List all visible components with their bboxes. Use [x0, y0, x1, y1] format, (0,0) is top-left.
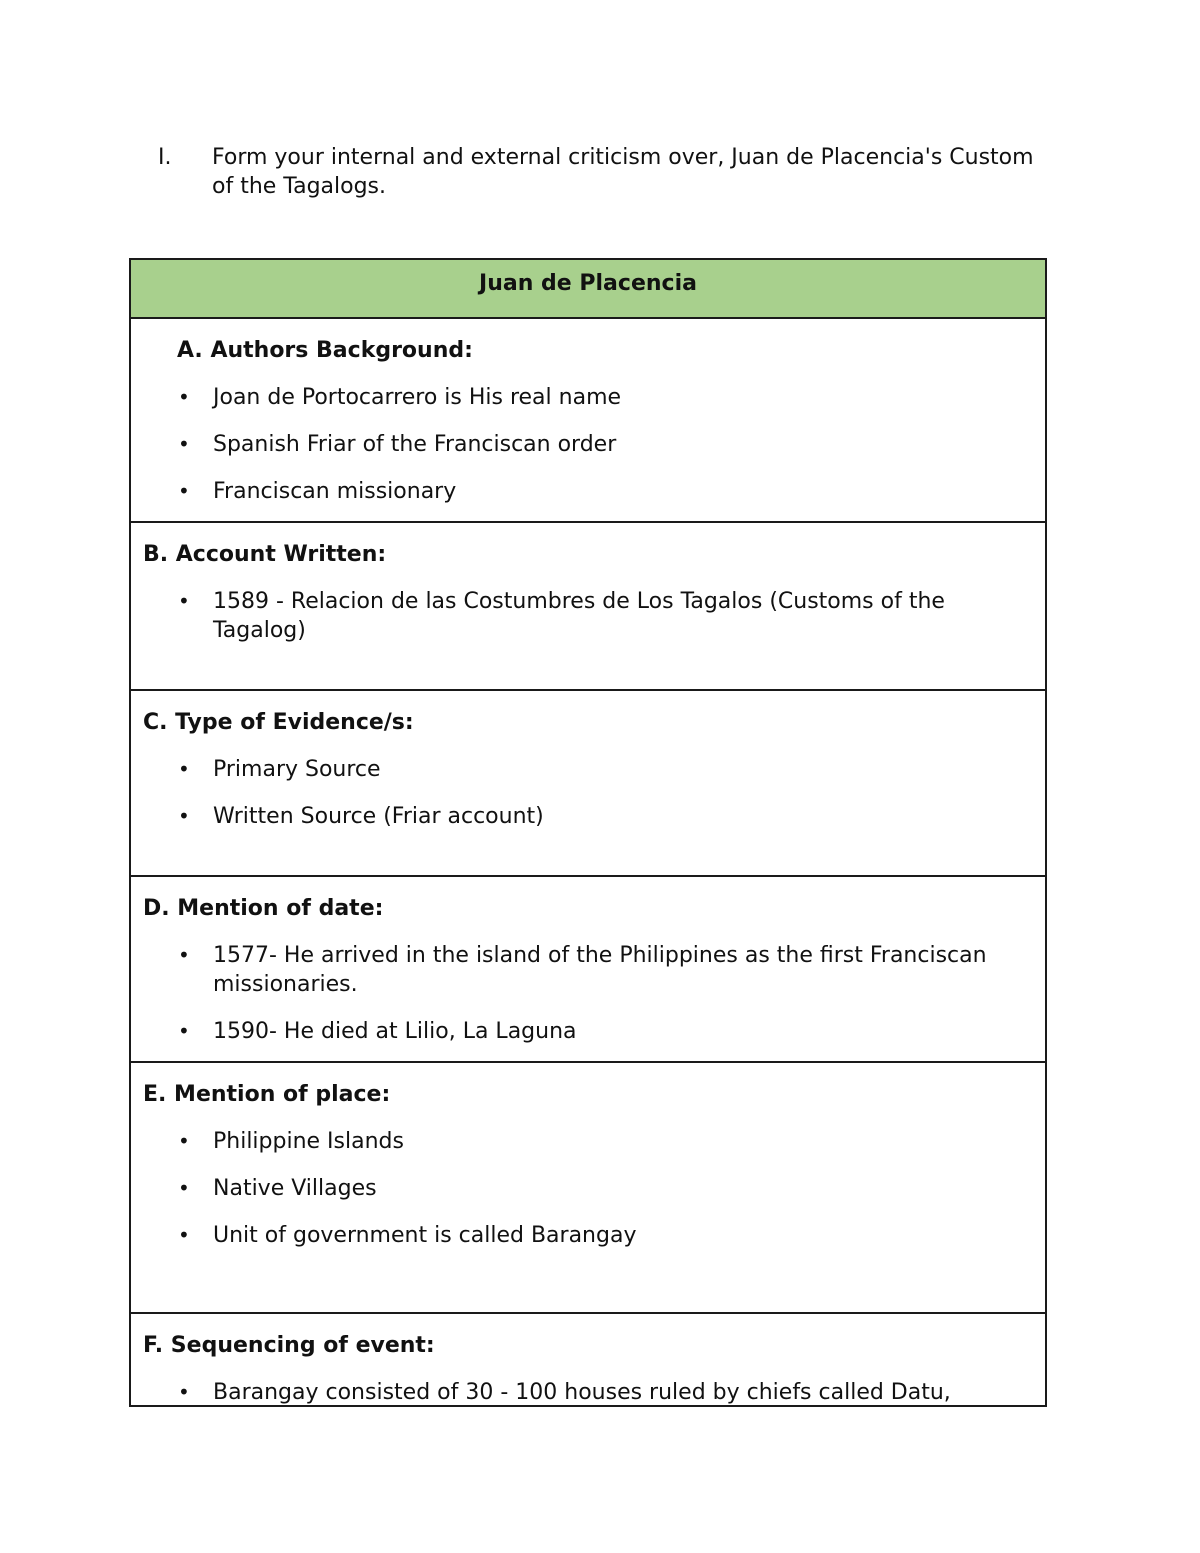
table-header: Juan de Placencia: [131, 260, 1045, 319]
section-title: C. Type of Evidence/s:: [143, 710, 414, 735]
item-text: Franciscan missionary: [213, 479, 457, 504]
item-text: 1590- He died at Lilio, La Laguna: [213, 1019, 577, 1044]
bullet-icon: •: [178, 943, 190, 967]
criticism-table: [129, 258, 1047, 1407]
list-item: [131, 941, 1045, 999]
section-title: B. Account Written:: [143, 542, 387, 567]
bullet-icon: •: [178, 1176, 190, 1200]
item-text: Native Villages: [213, 1176, 377, 1201]
list-item: [131, 1017, 1045, 1046]
bullet-list: [131, 941, 1045, 1064]
item-text: Primary Source: [213, 757, 381, 782]
list-item: [131, 1221, 1045, 1250]
list-item: [131, 1174, 1045, 1203]
item-text: 1589 - Relacion de las Costumbres de Los Tagalos (Customs of the Tagalog): [213, 589, 945, 643]
list-item: [131, 477, 1045, 506]
section-authors-background: [131, 319, 1045, 523]
section-account-written: [131, 523, 1045, 691]
bullet-icon: •: [178, 757, 190, 781]
bullet-list: [131, 383, 1045, 524]
bullet-icon: •: [178, 1019, 190, 1043]
section-title: E. Mention of place:: [143, 1082, 391, 1107]
section-mention-of-date: [131, 877, 1045, 1063]
list-item: [131, 430, 1045, 459]
bullet-icon: •: [178, 1223, 190, 1247]
list-item: [131, 587, 1045, 645]
item-text: 1577- He arrived in the island of the Philippines as the first Franciscan missionaries.: [213, 943, 987, 997]
bullet-icon: •: [178, 432, 190, 456]
item-text: Barangay consisted of 30 - 100 houses ruled by chiefs called Datu,: [213, 1380, 951, 1405]
item-text: Spanish Friar of the Franciscan order: [213, 432, 617, 457]
bullet-icon: •: [178, 479, 190, 503]
question-text: Form your internal and external criticism over, Juan de Placencia's Custom of the Tagalogs.: [212, 145, 1034, 199]
bullet-icon: •: [178, 1380, 190, 1404]
list-item: [131, 802, 1045, 831]
section-mention-of-place: [131, 1063, 1045, 1314]
item-text: Joan de Portocarrero is His real name: [213, 385, 622, 410]
list-item: [131, 383, 1045, 412]
section-type-of-evidence: [131, 691, 1045, 877]
question-number: I.: [158, 145, 172, 170]
list-item: [131, 1378, 1045, 1407]
section-title: F. Sequencing of event:: [143, 1333, 435, 1358]
bullet-list: [131, 1378, 1045, 1407]
section-title: A. Authors Background:: [177, 338, 473, 363]
bullet-list: [131, 755, 1045, 849]
bullet-icon: •: [178, 385, 190, 409]
bullet-icon: •: [178, 1129, 190, 1153]
section-title: D. Mention of date:: [143, 896, 384, 921]
bullet-list: [131, 587, 1045, 663]
section-sequencing-of-event: [131, 1314, 1045, 1407]
item-text: Written Source (Friar account): [213, 804, 544, 829]
item-text: Philippine Islands: [213, 1129, 404, 1154]
bullet-list: [131, 1127, 1045, 1268]
bullet-icon: •: [178, 804, 190, 828]
list-item: [131, 755, 1045, 784]
list-item: [131, 1127, 1045, 1156]
bullet-icon: •: [178, 589, 190, 613]
item-text: Unit of government is called Barangay: [213, 1223, 637, 1248]
